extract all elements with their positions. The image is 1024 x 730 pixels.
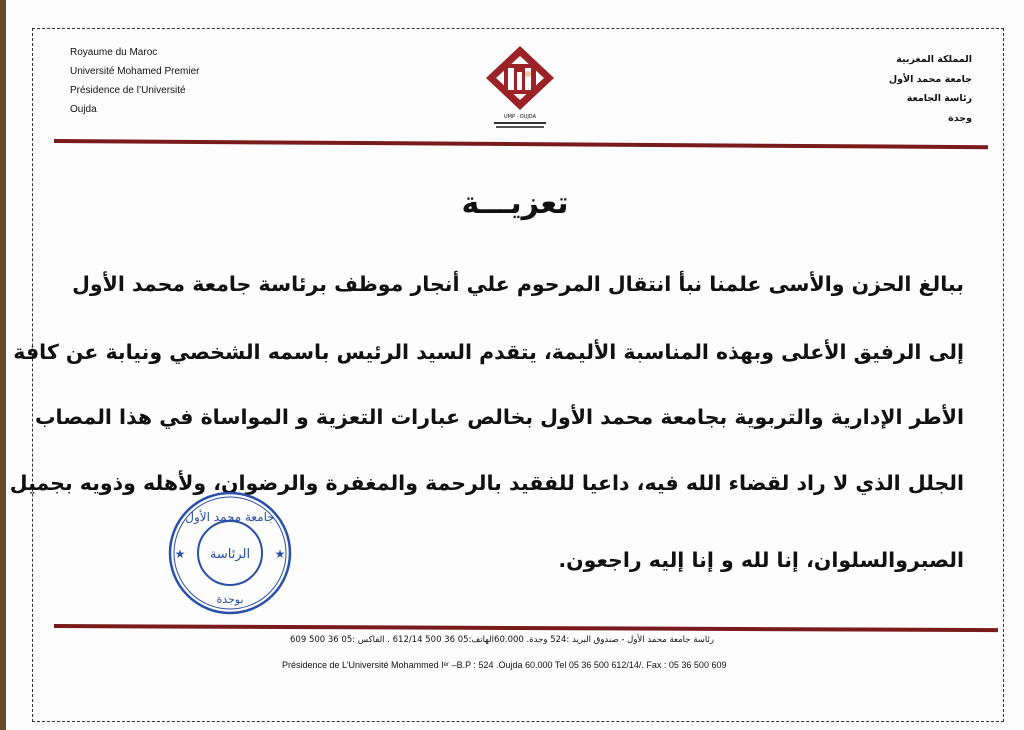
body-line: إلى الرفيق الأعلى وبهذه المناسبة الأليمة، يتقدم السيد الرئيس باسمه الشخصي ونيابة عن كافة [13,340,964,364]
body-line: ببالغ الحزن والأسى علمنا نبأ انتقال المرحوم علي أنجار موظف برئاسة جامعة محمد الأول [72,272,964,296]
dashed-border [32,28,1004,722]
header-arabic-line: رئاسة الجامعة [906,93,972,104]
header-arabic-line: جامعة محمد الأول [888,73,972,85]
stamp-bottom-text: بوجدة [216,593,244,606]
letter-page [6,0,1024,730]
star-icon: ★ [274,547,286,561]
star-icon: ★ [174,547,186,561]
stamp-center-text: الرئاسة [209,547,251,562]
university-logo-icon [480,44,560,130]
body-line: الأطر الإدارية والتربوية بجامعة محمد الأول بخالص عبارات التعزية و المواساة في هذا المصاب [34,405,964,429]
header-french [70,43,200,119]
logo-caption: UMP · OUJDA [503,114,537,120]
letter-title: تعزيـــة [461,186,569,221]
header-french-line: Oujda [70,104,97,115]
header-french-line: Royaume du Maroc [70,47,158,58]
body-line: الجلل الذي لا راد لقضاء الله فيه، داعيا للفقيد بالرحمة والمغفرة والرضوان، ولأهله وذويه بجميل [9,471,964,495]
official-stamp [166,491,294,615]
stamp-outer-text: جامعة محمد الأول [185,510,275,524]
header-arabic [889,50,972,128]
footer-french: Présidence de L’Université Mohammed Iᵉʳ –B.P : 524 .Oujda 60.000 Tel 05 36 500 612/14/. Fax : 05 36 500 609 [282,660,727,670]
body-line: الصبروالسلوان، إنا لله و إنا إليه راجعون. [558,548,964,572]
footer-arabic: رئاسة جامعة محمد الأول - صندوق البريد :524 وجدة. 60.000الهاتف:05 36 500 612/14 . الفاكس :05 36 500 609 [290,635,714,645]
header-french-line: Présidence de l’Université [70,85,186,96]
header-arabic-line: وجدة [948,112,972,124]
header-french-line: Université Mohamed Premier [70,66,200,77]
header-arabic-line: المملكة المغربية [896,54,972,65]
